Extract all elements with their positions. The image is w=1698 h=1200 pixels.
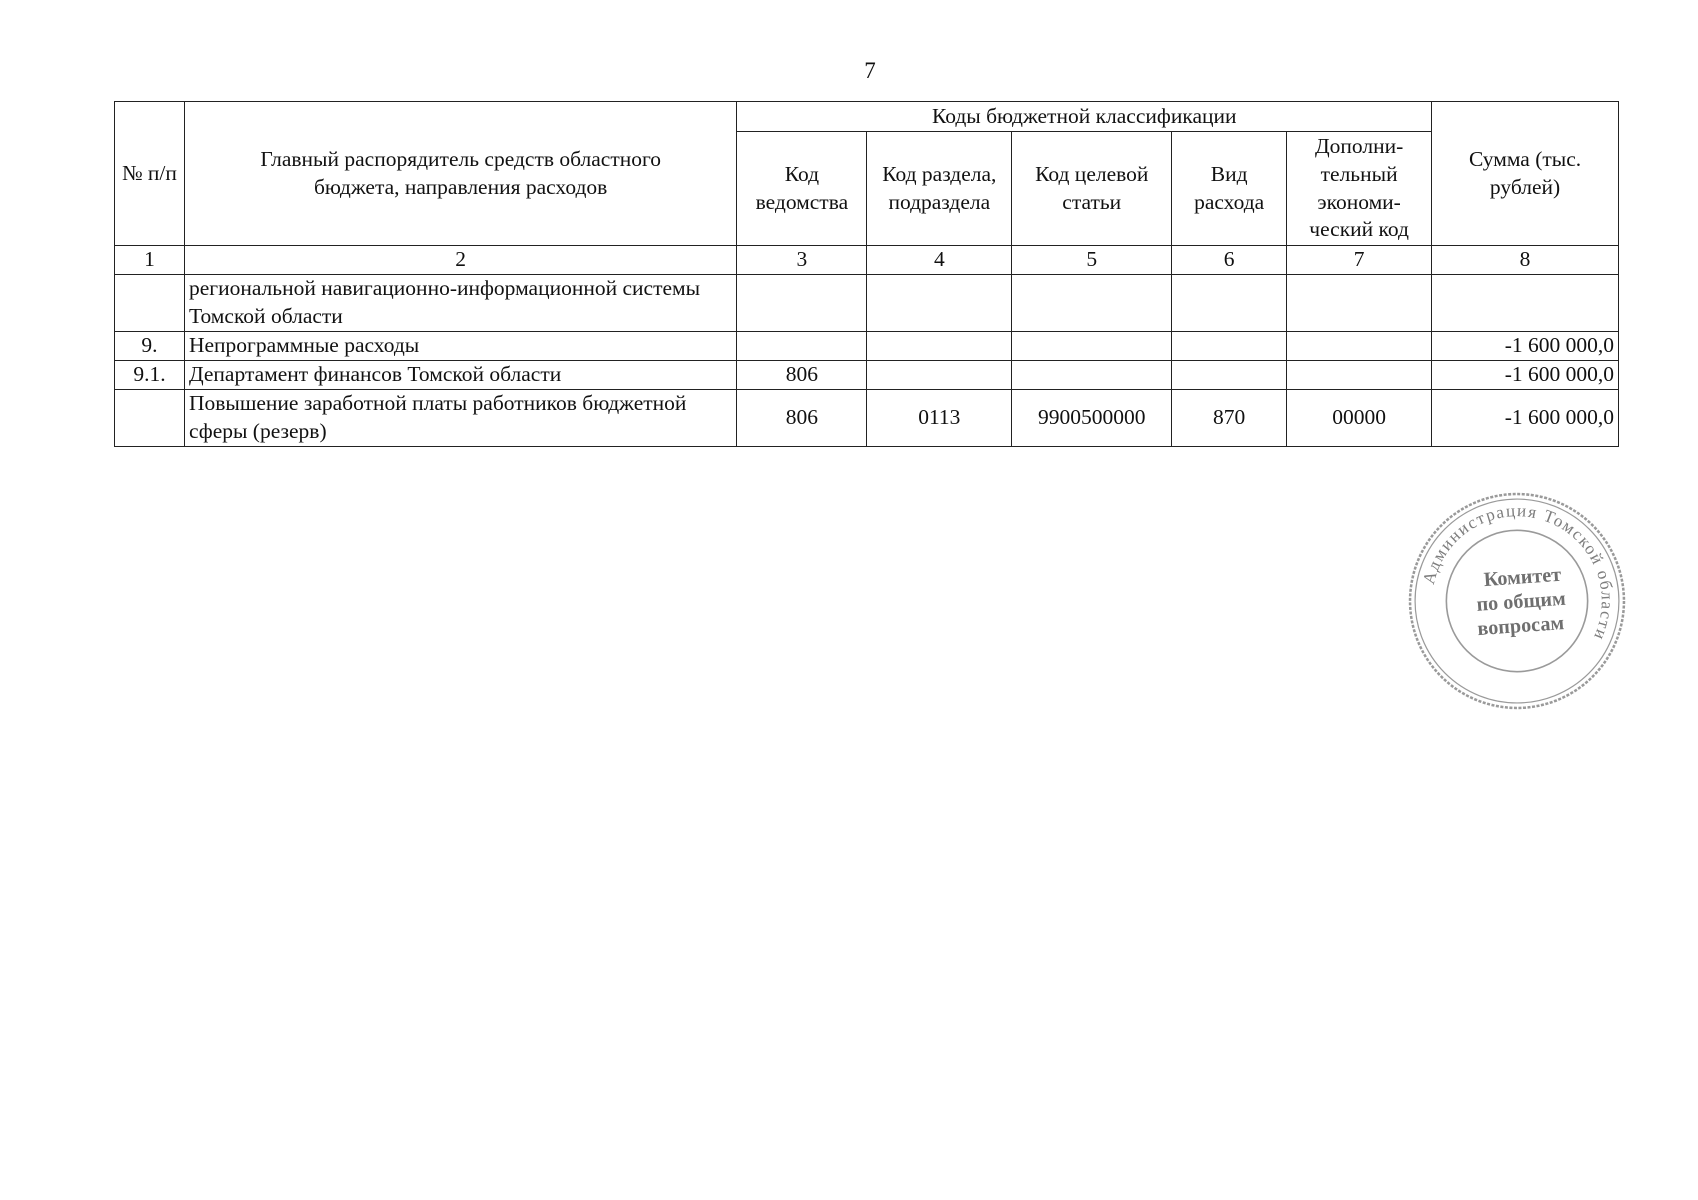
row-type [1172, 331, 1287, 360]
row-target [1012, 331, 1172, 360]
row-extra [1287, 360, 1432, 389]
row-name: Департамент финансов Томской области [184, 360, 736, 389]
row-num [115, 274, 185, 331]
header-section-code: Код раздела, подраздела [867, 132, 1012, 246]
row-section [867, 360, 1012, 389]
row-extra: 00000 [1287, 389, 1432, 446]
row-target [1012, 274, 1172, 331]
budget-table [114, 101, 1619, 447]
table-row [115, 274, 1619, 331]
header-dept-code: Код ведомства [737, 132, 867, 246]
stamp-ring-text: Администрация Томской области [1418, 501, 1617, 644]
row-name: региональной навигационно-информационной системы Томской области [184, 274, 736, 331]
column-number: 4 [867, 246, 1012, 275]
stamp-center-line: Комитет [1483, 563, 1562, 592]
column-number: 7 [1287, 246, 1432, 275]
row-type [1172, 274, 1287, 331]
row-sum: -1 600 000,0 [1432, 389, 1619, 446]
stamp-center-line: вопросам [1476, 612, 1565, 641]
row-extra [1287, 274, 1432, 331]
row-dept [737, 331, 867, 360]
header-target-code: Код целевой статьи [1012, 132, 1172, 246]
row-name: Непрограммные расходы [184, 331, 736, 360]
row-type: 870 [1172, 389, 1287, 446]
header-expense-type: Вид расхода [1172, 132, 1287, 246]
column-number: 2 [184, 246, 736, 275]
row-num [115, 389, 185, 446]
row-sum: -1 600 000,0 [1432, 331, 1619, 360]
table-row [115, 389, 1619, 446]
header-extra-code: Дополни- тельный экономи- ческий код [1287, 132, 1432, 246]
header-num: № п/п [115, 102, 185, 246]
row-dept [737, 274, 867, 331]
official-stamp [1406, 490, 1628, 712]
header-sum: Сумма (тыс. рублей) [1432, 102, 1619, 246]
row-section: 0113 [867, 389, 1012, 446]
row-extra [1287, 331, 1432, 360]
table-row [115, 331, 1619, 360]
row-target: 9900500000 [1012, 389, 1172, 446]
row-dept: 806 [737, 389, 867, 446]
row-target [1012, 360, 1172, 389]
row-type [1172, 360, 1287, 389]
row-num: 9.1. [115, 360, 185, 389]
column-number: 6 [1172, 246, 1287, 275]
stamp-center-line: по общим [1475, 587, 1567, 616]
column-number: 5 [1012, 246, 1172, 275]
column-number: 1 [115, 246, 185, 275]
header-name: Главный распорядитель средств областного бюджета, направления расходов [184, 102, 736, 246]
row-name: Повышение заработной платы работников бюджетной сферы (резерв) [184, 389, 736, 446]
column-number: 3 [737, 246, 867, 275]
column-number: 8 [1432, 246, 1619, 275]
row-sum [1432, 274, 1619, 331]
row-section [867, 331, 1012, 360]
column-number-row [115, 246, 1619, 275]
row-section [867, 274, 1012, 331]
row-dept: 806 [737, 360, 867, 389]
row-num: 9. [115, 331, 185, 360]
header-codes-group: Коды бюджетной классификации [737, 102, 1432, 132]
table-row [115, 360, 1619, 389]
page-number: 7 [864, 58, 876, 83]
row-sum: -1 600 000,0 [1432, 360, 1619, 389]
